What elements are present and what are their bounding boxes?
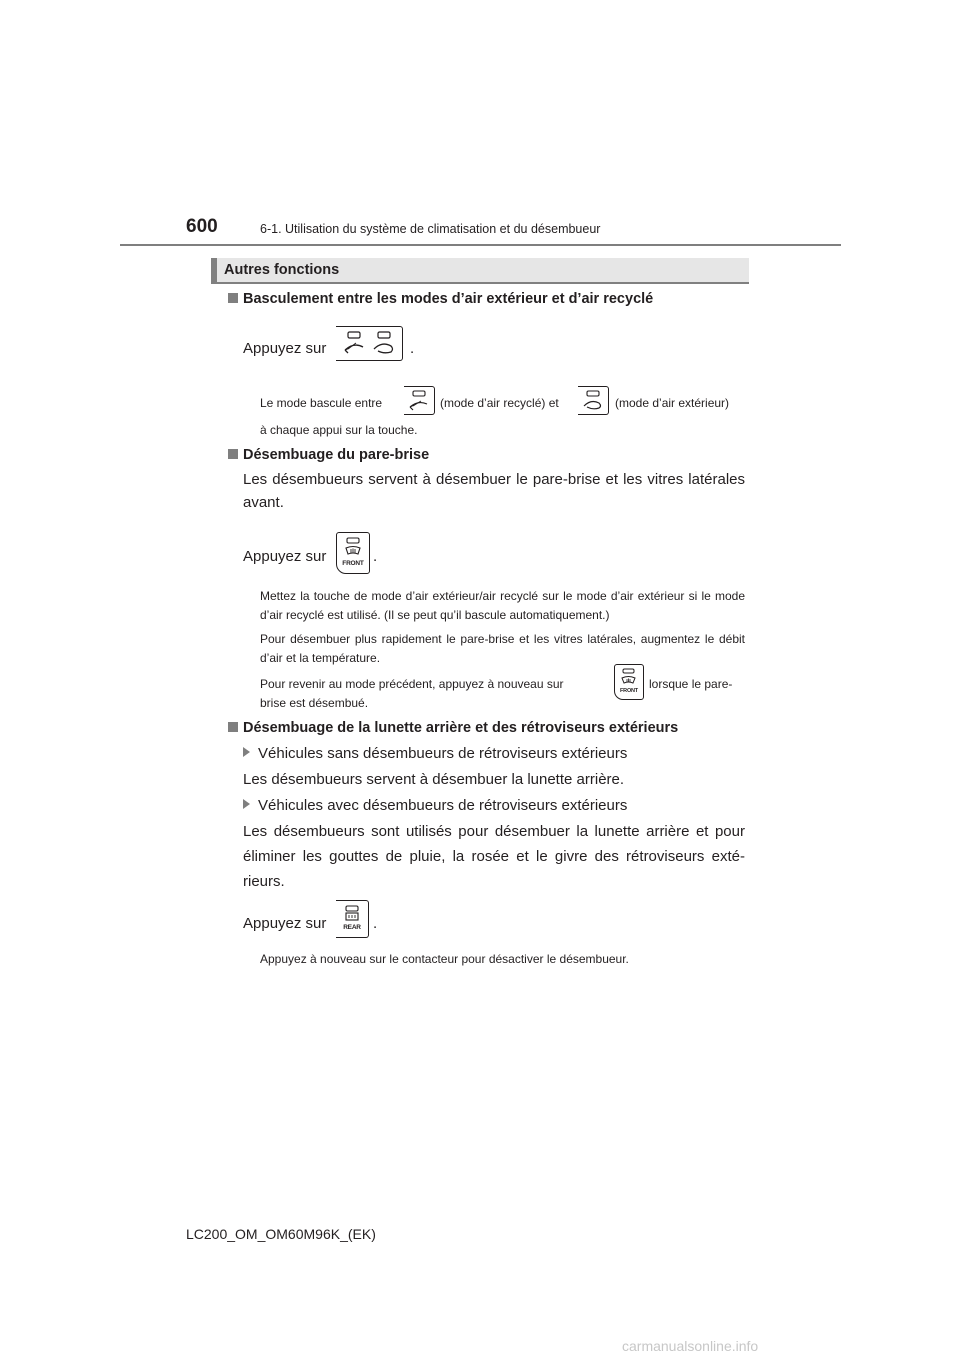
section-title: Autres fonctions (224, 262, 340, 278)
rear-note: Appuyez à nouveau sur le contacteur pour désactiver le désembueur. (260, 952, 629, 966)
front-note-2: Pour désembuer plus rapidement le pare-brise et les vitres latérales, augmentez le débit d’air et la température. (260, 632, 745, 665)
recirc-outside-air-button (578, 386, 609, 415)
recirc-press-before: Appuyez sur (243, 340, 327, 357)
rear-button-label: REAR (343, 924, 361, 931)
front-note-3-part1: Pour revenir au mode précédent, appuyez à nouveau sur (260, 677, 564, 691)
page-number: 600 (186, 216, 218, 237)
recirc-outside-air-icon (336, 327, 402, 360)
recirc-note-part1: Le mode bascule entre (260, 396, 383, 410)
front-heading (228, 447, 429, 463)
heading-square-icon (228, 722, 238, 732)
heading-square-icon (228, 293, 238, 303)
front-defroster-icon (337, 533, 369, 561)
front-defog-button (336, 532, 370, 574)
rear-press-after: . (373, 915, 378, 932)
recirc-note-part2: (mode d’air recyclé) et (440, 396, 559, 410)
triangle-bullet-icon (243, 799, 250, 809)
rear-sub-1 (243, 745, 627, 762)
front-inline-button-label: FRONT (620, 688, 638, 694)
front-note-1: Mettez la touche de mode d’air extérieur/air recyclé sur le mode d’air extérieur si le mode d’air recyclé est utilisé. (Il se peut qu’il bascule automatiquement.) (260, 589, 745, 622)
rear-body-1: Les désembueurs servent à désembuer la lunette arrière. (243, 771, 625, 788)
recirc-press-after: . (410, 340, 415, 357)
rear-heading (228, 720, 678, 736)
section-bar (211, 258, 749, 284)
front-note-3-part2: lorsque le pare- (649, 677, 733, 691)
recirc-heading-text: Basculement entre les modes d’air extérieur et d’air recyclé (243, 291, 654, 307)
front-note-3-part3: brise est désembué. (260, 696, 369, 710)
front-body: Les désembueurs servent à désembuer le pare-brise et les vitres latérales avant. (243, 471, 745, 511)
rear-sub-2-text: Véhicules avec désembueurs de rétroviseurs extérieurs (258, 797, 628, 814)
recirc-combined-button (336, 326, 403, 361)
triangle-bullet-icon (243, 747, 250, 757)
recirc-inside-air-button (404, 386, 435, 415)
outside-air-icon (578, 387, 608, 414)
front-press-after: . (373, 548, 378, 565)
recirc-note-part4: à chaque appui sur la touche. (260, 423, 418, 437)
recirc-heading (228, 291, 653, 307)
heading-square-icon (228, 449, 238, 459)
watermark: carmanualsonline.info (622, 1338, 759, 1354)
recirc-note-part3: (mode d’air extérieur) (615, 396, 730, 410)
rear-body-2: Les désembueurs sont utilisés pour désembuer la lunette arrière et pour éliminer les gouttes de pluie, la rosée et le givre des rétroviseurs exté- rieurs. (243, 823, 745, 890)
front-press-before: Appuyez sur (243, 548, 327, 565)
rear-press-before: Appuyez sur (243, 915, 327, 932)
rear-defroster-icon (336, 901, 368, 925)
rear-sub-1-text: Véhicules sans désembueurs de rétroviseurs extérieurs (258, 745, 628, 762)
recirc-inside-air-icon (404, 387, 434, 414)
rear-sub-2 (243, 797, 627, 814)
rear-heading-text: Désembuage de la lunette arrière et des rétroviseurs extérieurs (243, 720, 679, 736)
section-accent (211, 258, 217, 284)
front-heading-text: Désembuage du pare-brise (243, 447, 430, 463)
chapter-title: 6-1. Utilisation du système de climatisation et du désembueur (260, 222, 601, 236)
front-defog-inline-button (614, 664, 644, 700)
front-defroster-icon (615, 665, 643, 689)
front-button-label: FRONT (342, 560, 364, 567)
header-rule (120, 244, 841, 246)
rear-defog-button (336, 900, 369, 938)
footer-doc-code: LC200_OM_OM60M96K_(EK) (186, 1226, 376, 1242)
